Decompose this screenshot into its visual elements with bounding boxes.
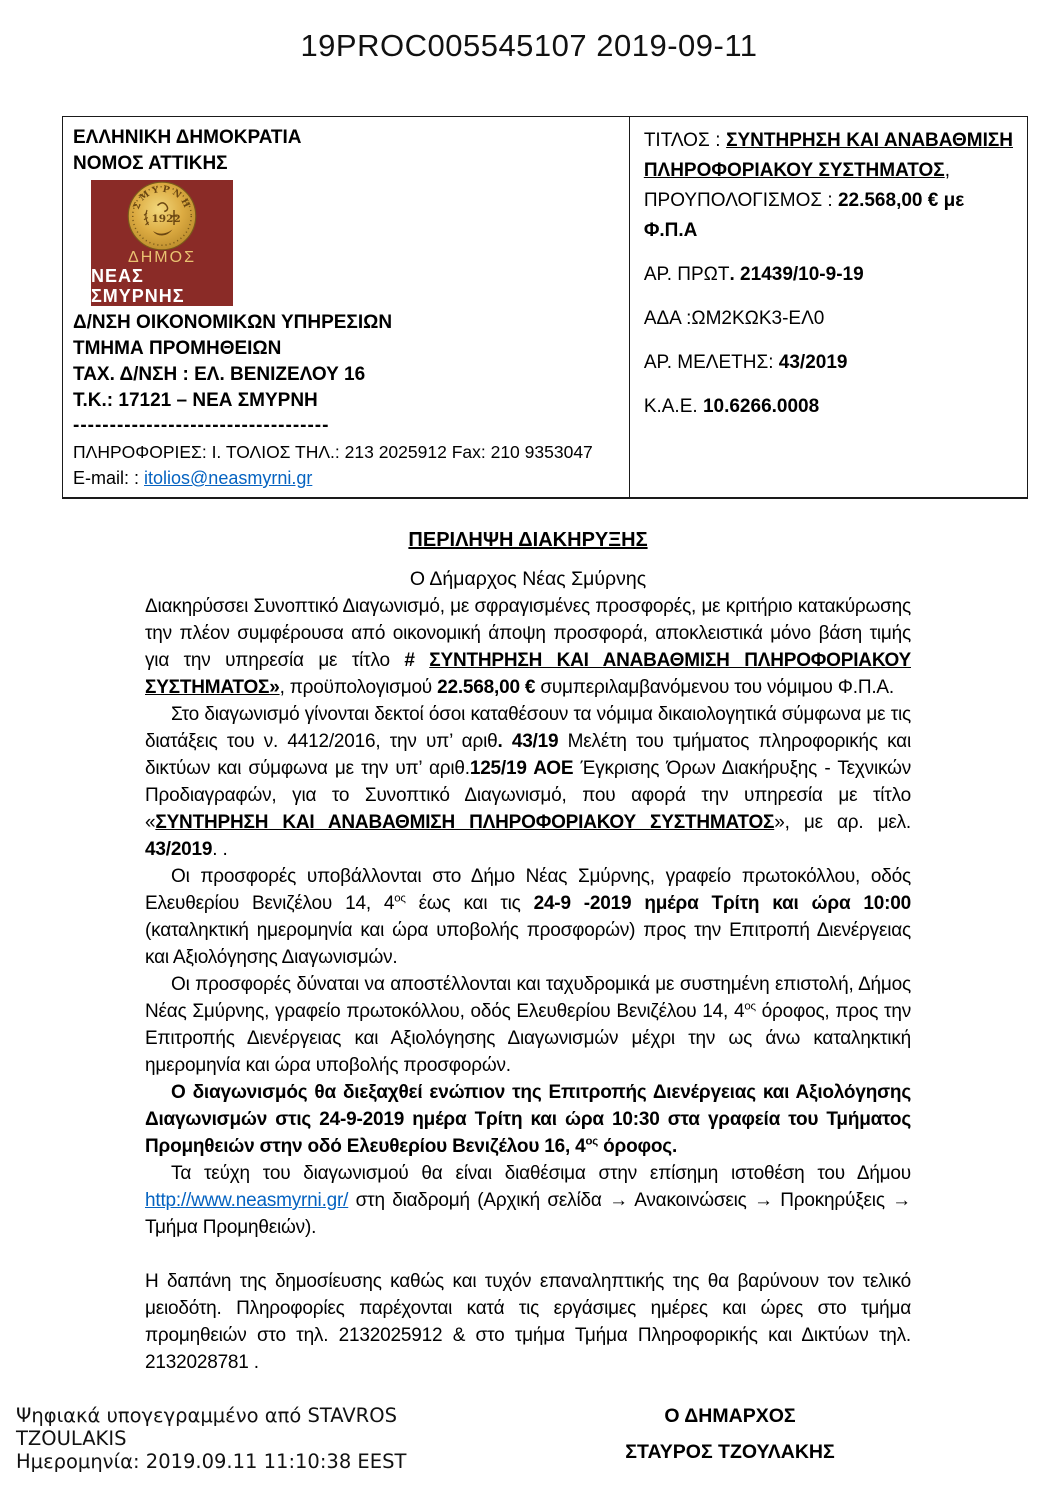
protocol-number-row [644, 260, 1013, 290]
text-run: ΑΡ. ΜΕΛΕΤΗΣ: [643, 352, 779, 373]
svg-text:1922: 1922 [151, 213, 181, 225]
logo-caption-neas-smyrnis: ΝΕΑΣ ΣΜΥΡΝΗΣ [91, 266, 185, 306]
digital-signature-line3: Ημερομηνία: 2019.09.11 11:10:38 EEST [16, 1450, 407, 1473]
directorate-line: Δ/ΝΣΗ ΟΙΚΟΝΟΜΙΚΩΝ ΥΠΗΡΕΣΙΩΝ [73, 312, 393, 333]
text-run: Η δαπάνη της δημοσίευσης καθώς και τυχόν επαναληπτικής της θα βαρύνουν τον τελικό μειοδότη. Πληροφορίες παρέχονται κατά τις εργάσιμες ημέρες και ώρες στο τμήμα προμηθειών στο τηλ. 2132025912 & στο τμήμα Τμήμα Πληροφορικής και Δικτύων τηλ. 2132028781 . [145, 1271, 911, 1373]
text-run: ΠΡΟΥΠΟΛΟΓΙΣΜΟΣ : [643, 190, 838, 211]
text-run: . 43/19 [497, 731, 559, 752]
text-run: (καταληκτική ημερομηνία και ώρα υποβολής προσφορών) προς την Επιτροπή Διενέργειας και Αξιολόγησης Διαγωνισμών. [145, 920, 911, 968]
text-run: ΑΔΑ :ΩΜ2ΚΩΚ3-ΕΛ0 [643, 308, 825, 329]
mayor-subtitle: Ο Δήμαρχος Νέας Σμύρνης [409, 568, 647, 590]
paragraph-documents-online [145, 1160, 911, 1241]
text-run: ΣΥΝΤΗΡΗΣΗ ΚΑΙ ΑΝΑΒΑΘΜΙΣΗ ΠΛΗΡΟΦΟΡΙΑΚΟΥ ΣΥΣΤΗΜΑΤΟΣ [643, 130, 1013, 181]
text-run: , προϋπολογισμού [279, 677, 438, 698]
text-run: 10.6266.0008 [702, 396, 820, 417]
text-run: . . [212, 839, 228, 860]
text-run: 43/2019 [145, 839, 213, 860]
paragraph-submission [145, 863, 911, 971]
text-run: Διακηρύσσει Συνοπτικό Διαγωνισμό, με σφραγισμένες προσφορές, με κριτήριο κατακύρωσης την πλέον συμφέρουσα από οικονομική άποψη προσφορά, αποκλειστικά μόνο βάση τιμής για την υπηρεσία με τίτλο [145, 596, 911, 671]
svg-text:ΣΜΥΡΝΗ: ΣΜΥΡΝΗ [132, 184, 193, 213]
text-run: ος [744, 1000, 756, 1013]
text-run: ΣΥΝΤΗΡΗΣΗ ΚΑΙ ΑΝΑΒΑΘΜΙΣΗ ΠΛΗΡΟΦΟΡΙΑΚΟΥ ΣΥΣΤΗΜΑΤΟΣ [155, 812, 775, 833]
text-run: ος [585, 1135, 599, 1148]
logo-caption-dimos: ΔΗΜΟΣ [128, 249, 196, 266]
summary-title: ΠΕΡΙΛΗΨΗ ΔΙΑΚΗΡΥΞΗΣ [408, 529, 648, 551]
issuer-cell [63, 117, 630, 497]
text-run: ΣΥΝΤΗΡΗΣΗ ΚΑΙ ΑΝΑΒΑΘΜΙΣΗ ΠΛΗΡΟΦΟΡΙΑΚΟΥ ΣΥΣΤΗΜΑΤΟΣ» [145, 650, 911, 698]
kae-row [644, 392, 1013, 422]
protocol-header: 19PROC005545107 2019-09-11 [300, 28, 758, 63]
text-run: Μελέτη του τμήματος πληροφορικής και δικτύων και σύμφωνα με την υπ’ αριθ. [145, 731, 911, 779]
text-run: έως και τις [405, 893, 534, 914]
text-run: 125/19 ΑΟΕ [469, 758, 574, 779]
document-body [145, 529, 911, 1376]
signature-name: ΣΤΑΥΡΟΣ ΤΖΟΥΛΑΚΗΣ [625, 1441, 835, 1463]
text-run: 43/2019 [778, 352, 848, 373]
signature-role: Ο ΔΗΜΑΡΧΟΣ [664, 1405, 796, 1427]
smyrni-coin-icon [118, 180, 206, 252]
text-run: 22.568,00 € με Φ.Π.Α [643, 190, 965, 241]
text-run: ος [394, 892, 406, 905]
paragraph-eligibility [145, 701, 911, 863]
text-run: Κ.Α.Ε. [643, 396, 703, 417]
hyperlink[interactable]: http://www.neasmyrni.gr/ [145, 1190, 349, 1211]
text-run: , [944, 160, 950, 181]
text-run: Τα τεύχη του διαγωνισμού θα είναι διαθέσιμα στην επίσημη ιστοθέση του Δήμου [171, 1163, 911, 1184]
digital-signature-stamp [16, 1404, 406, 1473]
text-run: ΤΙΤΛΟΣ : [643, 130, 727, 151]
text-run: », με αρ. μελ. [774, 812, 911, 833]
hyperlink[interactable]: itolios@neasmyrni.gr [144, 468, 313, 488]
text-run: στη διαδρομή (Αρχική σελίδα → Ανακοινώσεις → Προκηρύξεις → Τμήμα Προμηθειών). [145, 1190, 911, 1238]
email-line [73, 465, 619, 491]
header-table [62, 116, 1028, 499]
metadata-cell [630, 117, 1027, 497]
title-row [644, 126, 1013, 186]
postcode-line: Τ.Κ.: 17121 – ΝΕΑ ΣΜΥΡΝΗ [73, 390, 318, 411]
text-run: Οι προσφορές υποβάλλονται στο Δήμο Νέας Σμύρνης, γραφείο πρωτοκόλλου, οδός Ελευθερίου Βενιζέλου 14, 4 [145, 866, 911, 914]
text-run: 24-9 -2019 ημέρα Τρίτη και ώρα 10:00 [533, 893, 911, 914]
text-run: όροφος, προς την Επιτροπής Διενέργειας και Αξιολόγησης Διαγωνισμών μέχρι την ως άνω καταληκτική ημερομηνία και ώρα υποβολής προσφορών. [145, 1001, 912, 1076]
text-run: # [404, 650, 430, 671]
address-line: ΤΑΧ. Δ/ΝΣΗ : ΕΛ. ΒΕΝΙΖΕΛΟΥ 16 [73, 364, 366, 385]
signature-block [570, 1398, 890, 1470]
text-run: . 21439/10-9-19 [729, 264, 864, 285]
digital-signature-line2: TZOULAKIS [16, 1427, 127, 1450]
budget-row [644, 186, 1013, 246]
department-line: ΤΜΗΜΑ ΠΡΟΜΗΘΕΙΩΝ [73, 338, 282, 359]
text-run: Ο διαγωνισμός θα διεξαχθεί ενώπιον της Επιτροπής Διενέργειας και Αξιολόγησης Διαγωνισμών στις 24-9-2019 ημέρα Τρίτη και ώρα 10:30 στα γραφεία του Τμήματος Προμηθειών στην οδό Ελευθερίου Βενιζέλου 16, 4 [145, 1082, 911, 1157]
study-number-row [644, 348, 1013, 378]
digital-signature-line1: Ψηφιακά υπογεγραμμένο από STAVROS [16, 1404, 397, 1427]
prefecture-line: ΝΟΜΟΣ ΑΤΤΙΚΗΣ [73, 153, 228, 174]
text-run: Οι προσφορές δύναται να αποστέλλονται και ταχυδρομικά με συστημένη επιστολή, Δήμος Νέας Σμύρνης, γραφείο πρωτοκόλλου, οδός Ελευθερίου Βενιζέλου 14, 4 [145, 974, 911, 1022]
text-run: 22.568,00 € [437, 677, 536, 698]
republic-line: ΕΛΛΗΝΙΚΗ ΔΗΜΟΚΡΑΤΙΑ [73, 127, 302, 148]
ada-row [644, 304, 1013, 334]
text-run: συμπεριλαμβανόμενου του νόμιμου Φ.Π.Α. [535, 677, 894, 698]
divider-dashes: ----------------------------------- [73, 415, 330, 436]
text-run: ΑΡ. ΠΡΩΤ [643, 264, 730, 285]
text-run: Έγκρισης Όρων Διακήρυξης - Τεχνικών Προδιαγραφών, για το Συνοπτικό Διαγωνισμό, που αφορά την υπηρεσία με τίτλο « [145, 758, 912, 833]
municipality-logo [91, 180, 233, 306]
paragraph-announcement [145, 593, 911, 701]
contact-info-line: ΠΛΗΡΟΦΟΡΙΕΣ: Ι. ΤΟΛΙΟΣ ΤΗΛ.: 213 2025912 Fax: 210 9353047 [73, 442, 593, 462]
text-run: όροφος. [598, 1136, 678, 1157]
paragraph-opening [145, 1079, 911, 1160]
paragraph-postal-submission [145, 971, 911, 1079]
paragraph-publication-costs [145, 1268, 911, 1376]
text-run: E-mail: : [73, 468, 145, 488]
text-run: Στο διαγωνισμό γίνονται δεκτοί όσοι καταθέσουν τα νόμιμα δικαιολογητικά σύμφωνα με τις διατάξεις του ν. 4412/2016, την υπ’ αριθ [145, 704, 911, 752]
